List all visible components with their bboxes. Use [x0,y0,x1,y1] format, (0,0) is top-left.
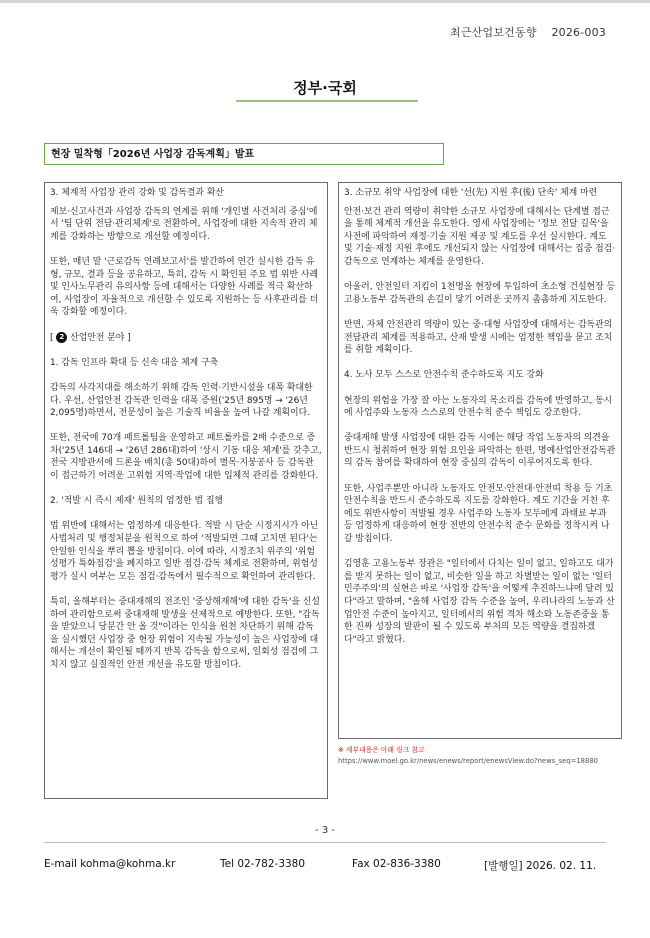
right-paragraph: 중대재해 발생 사업장에 대한 감독 시에는 해당 작업 노동자의 의견을 반드시 청취하여 현장 위험 요인을 파악하는 한편, 명예산업안전감독관의 감독 참여를 확대하여 현장 중심의 감독이 이루어지도록 한다. [344,433,616,469]
safety-field-text: 산업안전 분야 ] [70,332,131,343]
footer-email[interactable]: E-mail kohma@kohma.kr [44,858,176,870]
number-two-badge-icon: 2 [56,332,67,343]
right-column [338,182,622,739]
left-column [44,182,328,799]
section-title-underline [236,100,418,102]
right-paragraph: 아울러, 안전일터 지킴이 1천명을 현장에 투입하여 초소형 건설현장 등 고용노동부 감독관의 손길이 닿기 어려운 곳까지 촘촘하게 지도한다. [344,282,616,305]
footer-fax: Fax 02-836-3380 [352,858,441,870]
left-heading-2: 2. '적발 시 즉시 제재' 원칙의 엄정한 법 집행 [50,496,224,507]
issue-number: 2026-003 [551,26,606,39]
publication-header [450,24,606,40]
right-heading-3: 3. 소규모 취약 사업장에 대한 '선(先) 지원 후(後) 단속' 체계 마련 [344,188,598,198]
right-heading-4: 4. 노사 모두 스스로 안전수칙 준수하도록 지도 강화 [344,370,544,381]
left-heading-1: 1. 감독 인프라 확대 등 신속 대응 체계 구축 [50,357,219,368]
right-paragraph: 또한, 사업주뿐만 아니라 노동자도 안전모·안전대·안전띠 착용 등 기초 안전수칙을 반드시 준수하도록 지도를 강화한다. 계도 기간을 거친 후에도 위반사항이 적발될 경우 사업주와 노동자 모두에게 과태료 부과 등 엄정하게 대응하여 현장 전반의 안전수칙 준수 문화를 정착시켜 나갈 방침이다. [344,483,613,545]
right-paragraph: 안전·보건 관리 역량이 취약한 소규모 사업장에 대해서는 단계별 접근을 통해 체계적 개선을 유도한다. 영세 사업장에는 '정보 전달 길목'을 사전에 파악하여 재정·기술 지원 제공 및 계도를 우선 실시한다. 계도 및 기술·재정 지원 후에도 개선되지 않는 사업장에 대해서는 집중 점검·감독으로 연계하는 체계를 운영한다. [344,206,616,267]
reference-note [338,745,628,767]
publication-name: 최근산업보건동향 [450,26,537,39]
note-mark-icon: ※ [338,746,344,754]
page-number: - 3 - [315,825,335,836]
article-headline: 현장 밀착형「2026년 사업장 감독계획」발표 [44,143,444,165]
left-paragraph: 또한, 전국에 70개 패트롤팀을 운영하고 패트롤카를 2배 수준으로 증차('25년 146대 → '26년 286대)하여 '상시 기동 대응 체계'를 갖추고, 전국 지방관서에 드론을 배치(총 50대)하여 별목·지붕공사 등 감독관이 접근하기 어려운 고위험 지역·작업에 대한 입체적 관리를 강화한다. [50,433,322,482]
left-heading-3: 3. 체계적 사업장 관리 강화 및 감독결과 확산 [50,188,224,198]
section-title: 정부·국회 [293,79,357,97]
footer-tel: Tel 02-782-3380 [220,858,306,870]
footer-divider [44,842,606,843]
reference-link[interactable]: https://www.moel.go.kr/news/enews/report/enewsView.do?news_seq=18880 [338,757,598,765]
top-border-line [0,0,650,3]
safety-field-label [50,332,322,345]
left-paragraph: 법 위반에 대해서는 엄정하게 대응한다. 적발 시 단순 시정지시가 아닌 사법처리 및 행정처분을 원칙으로 하여 '적발되면 그때 고치면 된다'는 안일한 인식을 뿌리 뽑을 방침이다. 이에 따라, 시정조치 위주의 '위험성평가 특화점검'을 폐지하고 일반 점검·감독 체계로 전환하며, 위험성평가 실시 여부는 모든 점검·감독에서 필수적으로 확인하여 관리한다. [50,521,319,582]
right-paragraph: 반면, 자체 안전관리 역량이 있는 중·대형 사업장에 대해서는 감독관의 전담관리 체계를 적용하고, 산재 발생 시에는 엄정한 책임을 묻고 조치를 취할 계획이다. [344,319,613,356]
left-paragraph: 감독의 사각지대를 해소하기 위해 감독 인력·기반시설을 대폭 확대한다. 우선, 산업안전 감독관 인력을 대폭 증원('25년 895명 → '26년 2,095명)하면서, 전문성이 높은 기술직 비율을 높여 나갈 계획이다. [50,382,313,419]
left-paragraph: 제보·신고사건과 사업장 감독의 연계를 위해 '개인별 사건처리 중심'에서 '팀 단위 전담·관리체계'로 전환하여, 사업장에 대한 지속적 관리 체계를 강화하는 방향으로 개선할 예정이다. [50,206,318,242]
bracket-open: [ [50,332,54,343]
minister-quote: 김영훈 고용노동부 장관은 "일터에서 다치는 일이 없고, 일하고도 대가를 받지 못하는 일이 없고, 비슷한 일을 하고 차별받는 일이 없는 '일터 민주주의'의 실현은 바로 '사업장 감독'을 어떻게 추진하느냐에 달려 있다"라고 말하며, "올해 사업장 감독 수준을 높여, 우리나라의 노동과 산업안전 수준이 높아지고, 일터에서의 위험 격차 해소와 노동존중을 통한 진짜 성장의 발판이 될 수 있도록 부처의 모든 역량을 결집하겠다"라고 밝혔다. [344,559,615,645]
left-paragraph: 특히, 올해부터는 중대재해의 전조인 '중상해재해'에 대한 감독'을 신설하여 관리함으로써 중대재해 발생을 선제적으로 예방한다. 또한, "감독을 받았으니 당분간 안 올 것"이라는 인식을 원천 차단하기 위해 감독을 실시했던 사업장 중 현장 위험이 지속될 가능성이 높은 사업장에 대해서는 개선이 확인될 때까지 반복 감독을 함으로써, 일회성 점검에 그치지 않고 실질적인 안전 개선을 유도할 방침이다. [50,597,320,670]
left-paragraph: 또한, 매년 말 '근로감독 연례보고서'를 발간하여 연간 실시한 감독 유형, 규모, 결과 등을 공유하고, 특히, 감독 시 확인된 주요 법 위반 사례 및 인사노무관리 유의사항 등에 대해서는 다양한 사례를 적극 확산하여, 사업장이 자율적으로 개선할 수 있도록 지원하는 등 사후관리를 더욱 강화할 예정이다. [50,256,319,318]
footer-publish-date: [발행일] 2026. 02. 11. [484,860,597,872]
right-paragraph: 현장의 위험을 가장 잘 아는 노동자의 목소리를 감독에 반영하고, 동시에 사업주와 노동자 스스로의 안전수칙 준수 책임도 강조한다. [344,395,613,419]
note-text: 세부내용은 아래 링크 참고 [345,746,425,754]
